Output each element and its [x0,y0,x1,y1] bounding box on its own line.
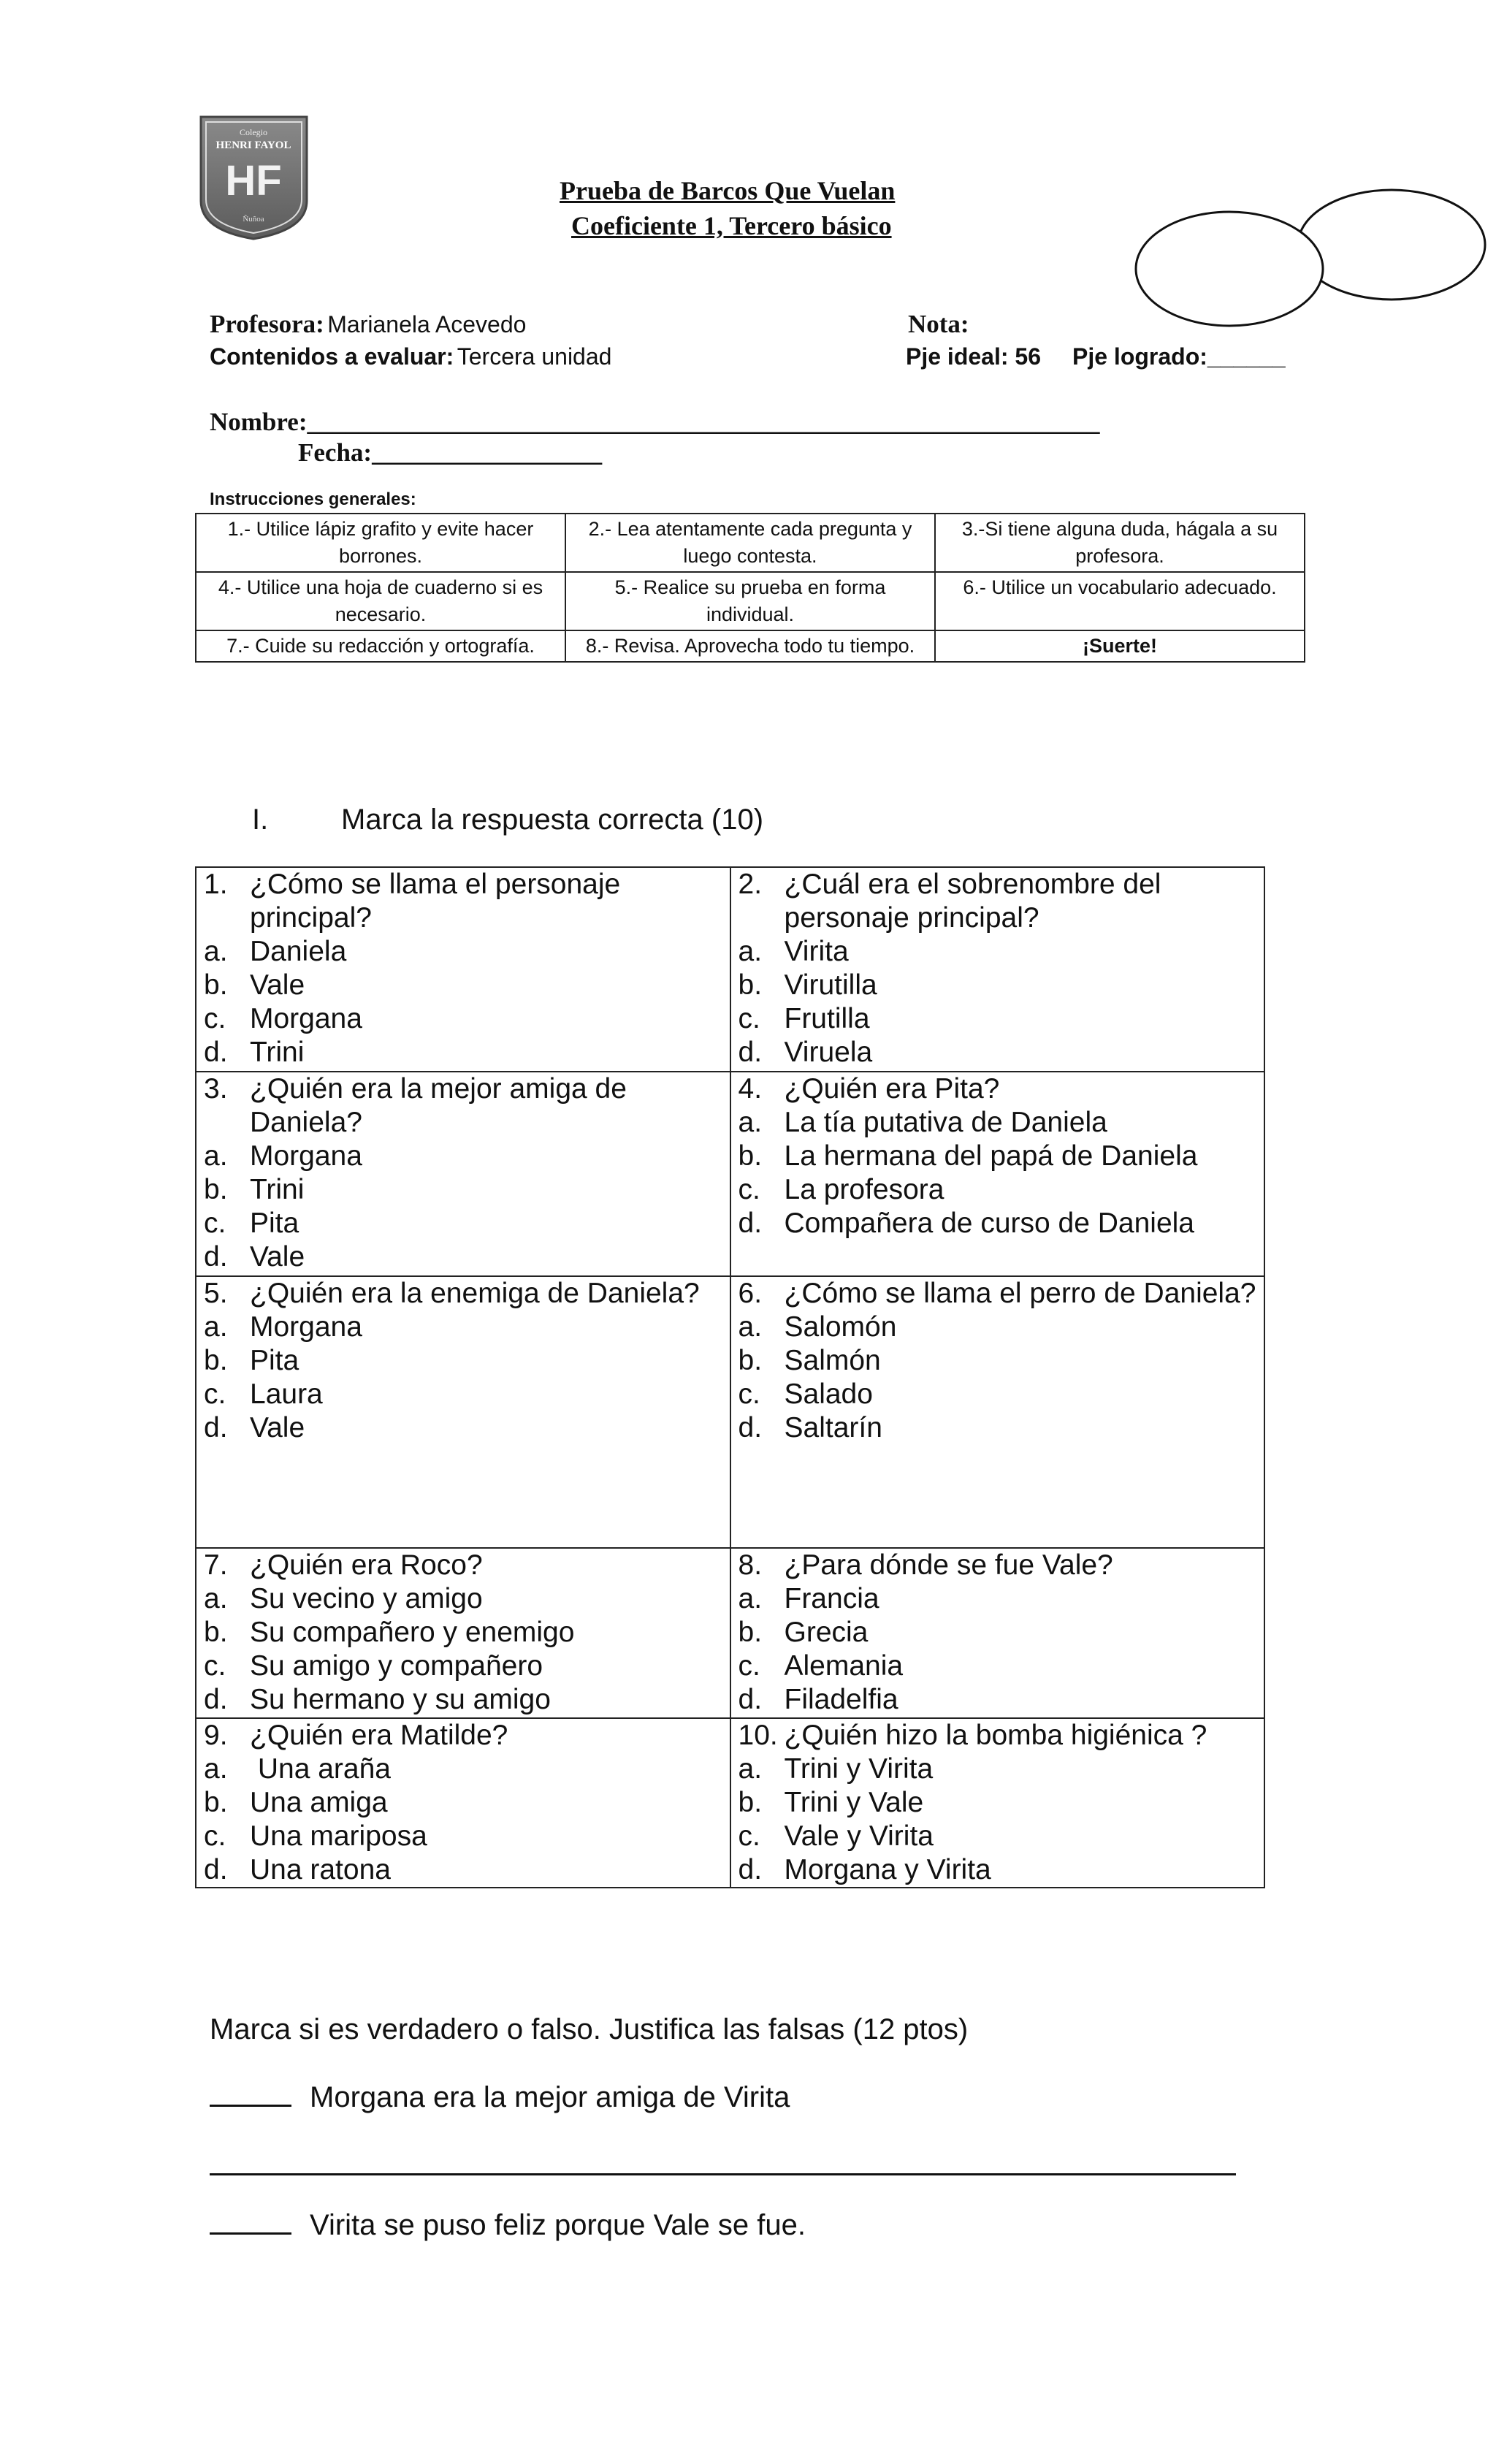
option-letter: d. [204,1037,228,1068]
question-cell [196,1718,730,1888]
option-text: Morgana [250,1140,362,1172]
question-number: 9. [204,1720,228,1751]
answer-option[interactable] [739,1786,1257,1820]
answer-option[interactable] [739,1853,1257,1887]
section1-numeral: I. [252,804,269,836]
questions-table [195,866,1265,1888]
answer-option[interactable] [204,1344,722,1378]
option-text: Frutilla [784,1003,870,1034]
question-number: 7. [204,1549,228,1581]
option-text: La hermana del papá de Daniela [784,1140,1198,1172]
instruction-cell: 6.- Utilice un vocabulario adecuado. [935,572,1305,630]
question-header [739,868,1257,935]
option-letter: b. [738,1140,763,1172]
option-text: Salmón [784,1345,881,1376]
question-text: ¿Para dónde se fue Vale? [784,1549,1113,1581]
answer-option[interactable] [204,1752,722,1786]
option-text: Vale y Virita [784,1820,934,1852]
question-text: ¿Quién era Pita? [784,1073,1000,1105]
question-row [196,1718,1264,1888]
option-letter: c. [738,1174,760,1205]
answer-option[interactable] [739,969,1257,1002]
option-letter: b. [204,969,228,1001]
option-text: Vale [250,969,305,1001]
tf-statement: Virita se puso feliz porque Vale se fue. [310,2209,806,2241]
option-letter: d. [204,1412,228,1443]
question-number: 8. [738,1549,763,1581]
option-text: Trini [250,1037,305,1068]
achieved-score: Pje logrado:______ [1072,343,1286,370]
question-text: ¿Quién era la mejor amiga de Daniela? [250,1073,627,1138]
answer-option[interactable] [204,1786,722,1820]
question-row [196,867,1264,1072]
test-title: Prueba de Barcos Que Vuelan [560,176,896,205]
answer-option[interactable] [204,969,722,1002]
option-text: Su vecino y amigo [250,1583,483,1614]
option-letter: d. [738,1037,763,1068]
option-letter: b. [204,1787,228,1818]
option-text: Daniela [250,936,347,967]
answer-option[interactable] [739,1344,1257,1378]
name-field[interactable]: Nombre:______________________________________________________________ [210,408,1100,436]
test-subtitle: Coeficiente 1, Tercero básico [571,211,892,240]
instruction-cell: 2.- Lea atentamente cada pregunta y luego contesta. [565,514,935,572]
answer-option[interactable] [739,1683,1257,1717]
option-letter: d. [738,1684,763,1715]
answer-option[interactable] [204,1582,722,1616]
option-text: Filadelfia [784,1684,898,1715]
grade-label: Nota: [908,310,969,338]
content-value: Tercera unidad [457,343,612,370]
question-text: ¿Quién era Matilde? [250,1720,508,1751]
question-cell [730,1548,1265,1718]
question-header [204,868,722,935]
instruction-cell: 5.- Realice su prueba en forma individual. [565,572,935,630]
option-letter: c. [204,1650,226,1682]
question-cell [730,1276,1265,1548]
answer-option[interactable] [204,1683,722,1717]
logo-line2: HENRI FAYOL [215,140,291,151]
question-header [204,1072,722,1140]
option-letter: a. [204,1140,228,1172]
option-text: Pita [250,1345,299,1376]
option-text: Salomón [784,1311,897,1343]
content-line [210,343,611,370]
question-cell [196,867,730,1072]
question-header [739,1549,1257,1582]
answer-option[interactable] [739,1649,1257,1683]
answer-option[interactable] [204,1002,722,1036]
question-text: ¿Quién hizo la bomba higiénica ? [784,1720,1207,1751]
question-number: 5. [204,1278,228,1309]
option-text: Salado [784,1378,873,1410]
option-text: Morgana [250,1003,362,1034]
option-letter: c. [204,1820,226,1852]
school-logo [197,113,310,241]
option-letter: d. [204,1684,228,1715]
answer-option[interactable] [204,1207,722,1240]
option-text: La tía putativa de Daniela [784,1107,1107,1138]
option-letter: b. [738,1787,763,1818]
answer-option[interactable] [204,935,722,969]
option-letter: b. [204,1617,228,1648]
question-header [739,1719,1257,1752]
instruction-cell: 4.- Utilice una hoja de cuaderno si es necesario. [196,572,565,630]
option-letter: d. [204,1241,228,1273]
question-text: ¿Cómo se llama el perro de Daniela? [784,1278,1256,1309]
question-cell [730,1072,1265,1276]
instruction-cell: 7.- Cuide su redacción y ortografía. [196,630,565,662]
answer-option[interactable] [739,1036,1257,1069]
justification-line[interactable] [210,2173,1236,2175]
instruction-cell: ¡Suerte! [935,630,1305,662]
option-letter: c. [738,1820,760,1852]
answer-option[interactable] [739,1752,1257,1786]
question-row [196,1072,1264,1276]
logo-monogram: HF [225,157,282,205]
teacher-line [210,310,526,339]
question-number: 6. [738,1278,763,1309]
instructions-row [196,630,1305,662]
answer-option[interactable] [204,1820,722,1853]
option-text: Saltarín [784,1412,882,1443]
option-text: Morgana [250,1311,362,1343]
instructions-table [195,513,1305,663]
tf-item [210,2206,806,2242]
option-letter: a. [738,936,763,967]
question-cell [196,1548,730,1718]
question-row [196,1276,1264,1548]
option-text: Morgana y Virita [784,1854,991,1885]
answer-blank[interactable] [210,2078,291,2107]
option-text: Laura [250,1378,323,1410]
option-letter: a. [204,1311,228,1343]
option-text: Pita [250,1208,299,1239]
option-letter: d. [738,1412,763,1443]
answer-option[interactable] [204,1616,722,1649]
question-cell [730,1718,1265,1888]
option-letter: a. [204,1583,228,1614]
answer-blank[interactable] [210,2206,291,2235]
answer-option[interactable] [204,1853,722,1887]
answer-option[interactable] [739,935,1257,969]
answer-option[interactable] [739,1207,1257,1240]
option-text: Trini [250,1174,305,1205]
tf-statement: Morgana era la mejor amiga de Virita [310,2081,790,2113]
answer-option[interactable] [739,1002,1257,1036]
question-text: ¿Cuál era el sobrenombre del personaje principal? [784,869,1161,934]
option-text: La profesora [784,1174,944,1205]
question-cell [196,1072,730,1276]
option-text: Virita [784,936,849,967]
section1-title: Marca la respuesta correcta (10) [341,804,764,836]
answer-option[interactable] [739,1140,1257,1173]
option-text: Vale [250,1241,305,1273]
option-text: Viruela [784,1037,873,1068]
ideal-score: Pje ideal: 56 [906,343,1041,370]
option-letter: d. [738,1208,763,1239]
answer-option[interactable] [739,1582,1257,1616]
option-letter: b. [738,1617,763,1648]
instructions-title: Instrucciones generales: [210,489,416,509]
option-text: Alemania [784,1650,904,1682]
option-text: Su compañero y enemigo [250,1617,575,1648]
answer-option[interactable] [204,1649,722,1683]
option-letter: c. [204,1378,226,1410]
option-letter: b. [738,969,763,1001]
option-text: Una mariposa [250,1820,427,1852]
option-letter: c. [738,1650,760,1682]
option-text: Compañera de curso de Daniela [784,1208,1195,1239]
answer-option[interactable] [204,1140,722,1173]
answer-option[interactable] [739,1311,1257,1344]
option-letter: c. [204,1208,226,1239]
question-text: ¿Quién era Roco? [250,1549,483,1581]
answer-option[interactable] [204,1311,722,1344]
question-number: 3. [204,1073,228,1105]
question-number: 2. [738,869,763,900]
option-letter: c. [204,1003,226,1034]
grade-circles [1132,186,1490,332]
question-number: 10. [738,1720,778,1751]
option-text: Su amigo y compañero [250,1650,543,1682]
question-header [739,1072,1257,1106]
option-letter: b. [738,1345,763,1376]
question-number: 4. [738,1073,763,1105]
instruction-cell: 3.-Si tiene alguna duda, hágala a su profesora. [935,514,1305,572]
option-text: Una ratona [250,1854,391,1885]
option-letter: a. [204,1753,228,1785]
answer-option[interactable] [204,1173,722,1207]
answer-option[interactable] [204,1036,722,1069]
answer-option[interactable] [739,1173,1257,1207]
option-text: Su hermano y su amigo [250,1684,551,1715]
option-text: Trini y Virita [784,1753,934,1785]
question-text: ¿Cómo se llama el personaje principal? [250,869,621,934]
option-text: Una amiga [250,1787,388,1818]
question-header [204,1719,722,1752]
tf-item [210,2078,790,2114]
option-text: Grecia [784,1617,869,1648]
option-letter: a. [738,1311,763,1343]
instructions-row [196,514,1305,572]
instruction-cell: 1.- Utilice lápiz grafito y evite hacer borrones. [196,514,565,572]
answer-option[interactable] [739,1378,1257,1411]
answer-option[interactable] [739,1616,1257,1649]
option-letter: c. [738,1003,760,1034]
question-text: ¿Quién era la enemiga de Daniela? [250,1278,700,1309]
answer-option[interactable] [204,1378,722,1411]
section2-title: Marca si es verdadero o falso. Justifica las falsas (12 ptos) [210,2013,969,2045]
logo-line3: Ñuñoa [243,215,264,224]
option-letter: a. [738,1753,763,1785]
answer-option[interactable] [739,1411,1257,1445]
option-text: Vale [250,1412,305,1443]
question-cell [196,1276,730,1548]
instruction-cell: 8.- Revisa. Aprovecha todo tu tiempo. [565,630,935,662]
option-letter: a. [204,936,228,967]
question-header [204,1277,722,1311]
option-letter: b. [204,1174,228,1205]
option-text: Trini y Vale [784,1787,924,1818]
option-letter: a. [738,1107,763,1138]
option-letter: b. [204,1345,228,1376]
teacher-label: Profesora: [210,310,324,338]
answer-option[interactable] [204,1240,722,1274]
question-header [204,1549,722,1582]
date-field[interactable]: Fecha:__________________ [298,438,603,467]
logo-line1: Colegio [240,127,267,137]
option-text: Virutilla [784,969,877,1001]
question-cell [730,867,1265,1072]
answer-option[interactable] [739,1820,1257,1853]
content-label: Contenidos a evaluar: [210,343,454,370]
option-letter: d. [738,1854,763,1885]
answer-option[interactable] [739,1106,1257,1140]
option-text: Una araña [250,1753,391,1785]
option-text: Francia [784,1583,879,1614]
option-letter: c. [738,1378,760,1410]
option-letter: a. [738,1583,763,1614]
question-row [196,1548,1264,1718]
answer-option[interactable] [204,1411,722,1445]
question-header [739,1277,1257,1311]
option-letter: d. [204,1854,228,1885]
instructions-row [196,572,1305,630]
teacher-value: Marianela Acevedo [327,311,527,337]
question-number: 1. [204,869,228,900]
